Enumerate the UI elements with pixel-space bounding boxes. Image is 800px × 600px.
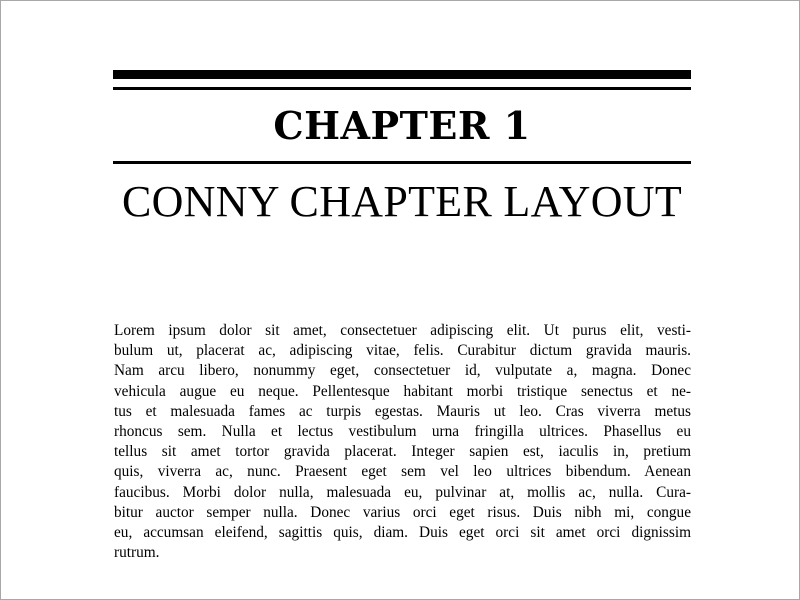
paragraph-line: tus et malesuada fames ac turpis egestas. Mauris ut leo. Cras viverra metus [114, 402, 691, 420]
paragraph-line: bulum ut, placerat ac, adipiscing vitae, felis. Curabitur dictum gravida mauris. [114, 342, 691, 360]
paragraph-line: quis, viverra ac, nunc. Praesent eget sem vel leo ultrices bibendum. Aenean [114, 463, 691, 481]
paragraph-line: rutrum. [114, 544, 160, 562]
chapter-number-heading: CHAPTER 1 [273, 103, 531, 148]
paragraph-line: Nam arcu libero, nonummy eget, consectetuer id, vulputate a, magna. Donec [114, 362, 691, 380]
paragraph-line: bitur auctor semper nulla. Donec varius orci eget risus. Duis nibh mi, congue [114, 503, 691, 521]
paragraph-line: faucibus. Morbi dolor nulla, malesuada eu, pulvinar at, mollis ac, nulla. Cura- [114, 483, 691, 501]
top-thick-rule [113, 70, 691, 79]
paragraph-line: rhoncus sem. Nulla et lectus vestibulum urna fringilla ultrices. Phasellus eu [114, 423, 691, 441]
body-paragraph [114, 321, 691, 563]
chapter-title: CONNY CHAPTER LAYOUT [121, 177, 683, 226]
paragraph-line: eu, accumsan eleifend, sagittis quis, diam. Duis eget orci sit amet orci dignissim [114, 524, 691, 542]
paragraph-line: vehicula augue eu neque. Pellentesque habitant morbi tristique senectus et ne- [114, 382, 691, 400]
top-thin-rule [113, 87, 691, 90]
paragraph-line: tellus sit amet tortor gravida placerat. Integer sapien est, iaculis in, pretium [114, 443, 691, 461]
chapter-separator-rule [113, 161, 691, 164]
paragraph-line: Lorem ipsum dolor sit amet, consectetuer adipiscing elit. Ut purus elit, vesti- [114, 322, 691, 339]
